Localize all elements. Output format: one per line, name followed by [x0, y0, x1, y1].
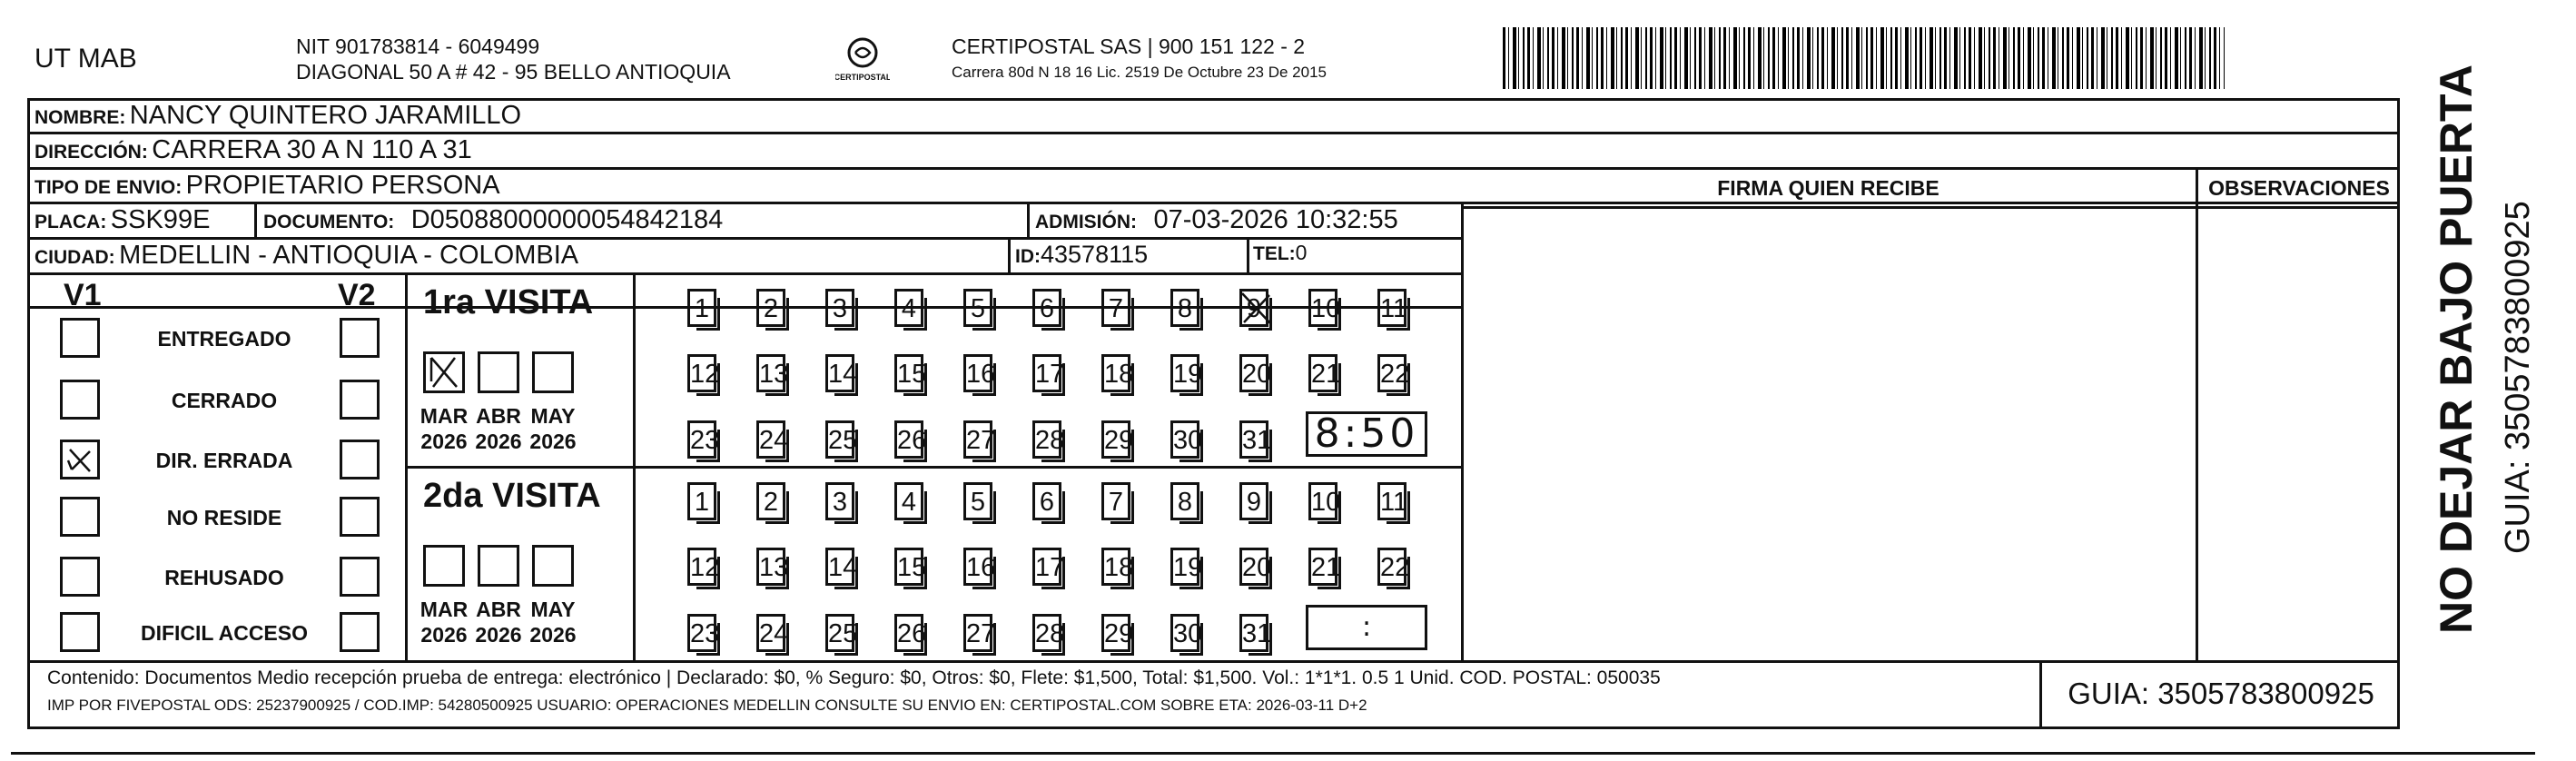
- tel-cell: [1253, 241, 1307, 265]
- status-reason-label: CERRADO: [171, 389, 278, 412]
- documento-value: D05088000000054842184: [410, 205, 724, 234]
- day-number: 24: [759, 426, 789, 455]
- day-number: 21: [1311, 553, 1341, 582]
- direccion-row: [35, 135, 472, 165]
- bottom-rule: [11, 752, 2535, 755]
- month-name: MAR: [419, 404, 469, 428]
- month-checkbox[interactable]: [478, 545, 519, 587]
- day-cell[interactable]: [1032, 420, 1065, 459]
- day-number: 5: [970, 294, 986, 323]
- id-cell: [1015, 241, 1148, 269]
- day-cell[interactable]: [894, 548, 927, 586]
- firma-header: FIRMA QUIEN RECIBE: [1717, 176, 1939, 200]
- status-reason-label: DIR. ERRADA: [155, 449, 293, 472]
- v1-checkbox[interactable]: [60, 497, 100, 537]
- day-cell[interactable]: [756, 614, 789, 652]
- certipostal-logo: [835, 33, 890, 87]
- id-value: 43578115: [1041, 241, 1149, 268]
- day-number: 17: [1035, 360, 1065, 389]
- day-cell[interactable]: [963, 614, 996, 652]
- month-name: ABR: [476, 598, 521, 621]
- day-number: 4: [901, 294, 917, 323]
- day-number: 25: [828, 619, 858, 648]
- month-label: [521, 403, 585, 454]
- day-cell[interactable]: [687, 548, 720, 586]
- day-cell[interactable]: [1377, 354, 1410, 392]
- day-cell[interactable]: [825, 420, 858, 459]
- day-cell[interactable]: [1101, 614, 1134, 652]
- month-year: 2026: [475, 623, 522, 647]
- day-number: 17: [1035, 553, 1065, 582]
- day-cell[interactable]: [963, 482, 992, 520]
- day-number: 10: [1311, 294, 1341, 323]
- day-number: 19: [1173, 553, 1203, 582]
- v1-checkbox[interactable]: [60, 318, 100, 358]
- day-number: 27: [966, 619, 996, 648]
- logo-emblem-icon: [835, 33, 890, 87]
- v1-checkbox[interactable]: [60, 380, 100, 420]
- day-cell[interactable]: [825, 614, 858, 652]
- month-label: [521, 597, 585, 647]
- month-name: MAY: [530, 404, 576, 428]
- month-name: ABR: [476, 404, 521, 428]
- day-cell[interactable]: [963, 289, 992, 327]
- day-cell[interactable]: [756, 482, 785, 520]
- day-number: 19: [1173, 360, 1203, 389]
- status-reason-label: DIFICIL ACCESO: [140, 621, 308, 645]
- barcode: [1503, 27, 2225, 89]
- day-number: 31: [1242, 619, 1272, 648]
- placa-label: PLACA:: [35, 212, 107, 232]
- day-number: 2: [763, 294, 779, 323]
- day-cell[interactable]: [1308, 354, 1341, 392]
- company-name: CERTIPOSTAL SAS | 900 151 122 - 2: [952, 35, 1306, 58]
- day-number: 21: [1311, 360, 1341, 389]
- v2-checkbox[interactable]: [340, 557, 380, 597]
- contenido-text: Contenido: Documentos Medio recepción prueba de entrega: electrónico | Declarado: $0, % Seguro: $0, Otros: $0, Flete: $1,500, Total: $1,500. Vol.: 1*1*1. 0.5 1 Unid. COD. POSTAL: 050035: [47, 667, 1661, 688]
- day-cell[interactable]: [1032, 614, 1065, 652]
- day-number: 8: [1177, 488, 1193, 517]
- day-cell[interactable]: [894, 420, 927, 459]
- day-number: 11: [1380, 294, 1408, 323]
- day-number: 30: [1173, 619, 1203, 648]
- day-cell[interactable]: [894, 482, 923, 520]
- day-number: 23: [690, 426, 720, 455]
- day-cross-mark-icon: [1239, 288, 1275, 339]
- day-number: 15: [897, 360, 927, 389]
- visit-title: 2da VISITA: [423, 477, 601, 515]
- v2-checkbox[interactable]: [340, 318, 380, 358]
- id-label: ID:: [1015, 246, 1041, 267]
- day-number: 16: [966, 553, 996, 582]
- v1-checkbox[interactable]: [60, 612, 100, 652]
- day-number: 24: [759, 619, 789, 648]
- day-cell[interactable]: [687, 354, 720, 392]
- day-cell[interactable]: [1101, 289, 1130, 327]
- documento-cell: [263, 205, 723, 235]
- day-number: 26: [897, 619, 927, 648]
- month-checkbox[interactable]: [478, 351, 519, 393]
- day-cell[interactable]: [756, 354, 789, 392]
- day-number: 14: [828, 360, 858, 389]
- day-cell[interactable]: [1377, 548, 1410, 586]
- placa-value: SSK99E: [110, 205, 211, 234]
- day-number: 5: [970, 488, 986, 517]
- day-number: 7: [1108, 488, 1124, 517]
- month-checkbox[interactable]: [423, 545, 465, 587]
- day-cell[interactable]: [1170, 354, 1203, 392]
- tel-value: 0: [1295, 241, 1308, 264]
- status-reason-label: NO RESIDE: [166, 506, 282, 529]
- day-number: 18: [1104, 360, 1134, 389]
- day-cell[interactable]: [963, 548, 996, 586]
- day-cell[interactable]: [1170, 548, 1203, 586]
- v2-checkbox[interactable]: [340, 440, 380, 479]
- documento-label: DOCUMENTO:: [263, 212, 395, 232]
- day-number: 11: [1380, 488, 1408, 517]
- day-cell[interactable]: [825, 354, 858, 392]
- sender-address: DIAGONAL 50 A # 42 - 95 BELLO ANTIOQUIA: [296, 60, 731, 84]
- v2-checkbox[interactable]: [340, 497, 380, 537]
- day-number: 6: [1039, 488, 1055, 517]
- admision-label: ADMISIÓN:: [1035, 212, 1137, 232]
- day-number: 13: [759, 360, 789, 389]
- day-number: 1: [694, 294, 710, 323]
- check-mark-icon: [426, 354, 462, 390]
- v2-checkbox[interactable]: [340, 612, 380, 652]
- logo-text: CERTIPOSTAL: [835, 73, 890, 82]
- day-cell[interactable]: [1170, 482, 1199, 520]
- day-number: 28: [1035, 619, 1065, 648]
- day-cell[interactable]: [756, 420, 789, 459]
- day-number: 27: [966, 426, 996, 455]
- side-guia: GUIA: 3505783800925: [2499, 201, 2537, 554]
- day-number: 9: [1246, 488, 1262, 517]
- day-cell[interactable]: [1170, 289, 1199, 327]
- day-cell[interactable]: [687, 289, 716, 327]
- imp-text: IMP POR FIVEPOSTAL ODS: 25237900925 / COD.IMP: 54280500925 USUARIO: OPERACIONES MEDELLIN CONSULTE SU ENVIO EN: CERTIPOSTAL.COM SOBRE ETA: 2026-03-11 D+2: [47, 697, 1367, 714]
- v1-checkbox[interactable]: [60, 557, 100, 597]
- ciudad-label: CIUDAD:: [35, 247, 115, 268]
- day-cell[interactable]: [1101, 354, 1134, 392]
- company-license: Carrera 80d N 18 16 Lic. 2519 De Octubre 23 De 2015: [952, 64, 1327, 81]
- day-cell[interactable]: [1239, 548, 1272, 586]
- tipo-value: PROPIETARIO PERSONA: [185, 171, 500, 200]
- day-number: 20: [1242, 360, 1272, 389]
- day-cell[interactable]: [1377, 289, 1406, 327]
- direccion-label: DIRECCIÓN:: [35, 142, 148, 163]
- placa-cell: [35, 205, 210, 235]
- day-cell[interactable]: [963, 354, 996, 392]
- day-cell[interactable]: [894, 614, 927, 652]
- day-number: 6: [1039, 294, 1055, 323]
- day-cell[interactable]: [1308, 289, 1341, 327]
- day-cell[interactable]: [1377, 482, 1406, 520]
- day-cell[interactable]: [894, 354, 927, 392]
- day-number: 15: [897, 553, 927, 582]
- nombre-row: [35, 101, 521, 131]
- day-cell[interactable]: [1170, 420, 1203, 459]
- day-number: 2: [763, 488, 779, 517]
- day-cell[interactable]: [1101, 548, 1134, 586]
- tel-label: TEL:: [1253, 243, 1296, 264]
- day-cell[interactable]: [1032, 289, 1061, 327]
- day-number: 8: [1177, 294, 1193, 323]
- visit-title: 1ra VISITA: [423, 283, 594, 321]
- day-cell[interactable]: [1308, 482, 1341, 520]
- day-number: 3: [832, 488, 848, 517]
- day-number: 26: [897, 426, 927, 455]
- day-number: 28: [1035, 426, 1065, 455]
- day-number: 25: [828, 426, 858, 455]
- day-number: 3: [832, 294, 848, 323]
- month-year: 2026: [420, 623, 468, 647]
- day-cell[interactable]: [1032, 354, 1065, 392]
- day-cell[interactable]: [825, 548, 858, 586]
- sender-name: UT MAB: [35, 44, 137, 74]
- check-mark-icon: [63, 442, 97, 477]
- day-number: 22: [1380, 553, 1410, 582]
- time-field[interactable]: :: [1306, 605, 1427, 650]
- observaciones-header: OBSERVACIONES: [2208, 176, 2390, 200]
- v2-checkbox[interactable]: [340, 380, 380, 420]
- day-number: 9: [1246, 294, 1262, 323]
- month-checkbox[interactable]: [532, 351, 574, 393]
- sender-nit: NIT 901783814 - 6049499: [296, 35, 540, 58]
- month-year: 2026: [529, 430, 577, 453]
- status-reason-label: REHUSADO: [164, 566, 284, 589]
- day-cell[interactable]: [1032, 548, 1065, 586]
- day-number: 1: [694, 488, 710, 517]
- day-number: 7: [1108, 294, 1124, 323]
- day-number: 30: [1173, 426, 1203, 455]
- day-cell[interactable]: [687, 420, 720, 459]
- day-cell[interactable]: [1239, 482, 1268, 520]
- day-number: 10: [1311, 488, 1341, 517]
- day-number: 29: [1104, 426, 1134, 455]
- day-cell[interactable]: [894, 289, 923, 327]
- day-cell[interactable]: [1239, 420, 1272, 459]
- day-number: 16: [966, 360, 996, 389]
- time-field[interactable]: 8:50: [1306, 411, 1427, 457]
- v1-label: V1: [64, 278, 102, 312]
- day-cell[interactable]: [756, 548, 789, 586]
- tipo-row: [35, 171, 500, 201]
- day-number: 31: [1242, 426, 1272, 455]
- day-cell[interactable]: [825, 289, 854, 327]
- day-cell[interactable]: [1239, 354, 1272, 392]
- day-number: 29: [1104, 619, 1134, 648]
- month-year: 2026: [529, 623, 577, 647]
- day-cell[interactable]: [1239, 614, 1272, 652]
- v2-label: V2: [338, 278, 376, 312]
- day-number: 14: [828, 553, 858, 582]
- month-checkbox[interactable]: [532, 545, 574, 587]
- direccion-value: CARRERA 30 A N 110 A 31: [152, 135, 472, 164]
- admision-cell: [1035, 205, 1398, 235]
- day-cell[interactable]: [1032, 482, 1061, 520]
- day-cell[interactable]: [687, 482, 716, 520]
- nombre-value: NANCY QUINTERO JARAMILLO: [129, 101, 522, 130]
- day-cell[interactable]: [1170, 614, 1203, 652]
- month-checkbox[interactable]: [423, 351, 465, 393]
- month-name: MAR: [419, 598, 469, 621]
- day-cell[interactable]: [756, 289, 785, 327]
- day-number: 20: [1242, 553, 1272, 582]
- day-cell[interactable]: [963, 420, 996, 459]
- day-cell[interactable]: [1101, 482, 1130, 520]
- tipo-label: TIPO DE ENVIO:: [35, 177, 183, 198]
- footer-guia: GUIA: 3505783800925: [2068, 677, 2374, 710]
- day-number: 23: [690, 619, 720, 648]
- month-name: MAY: [530, 598, 576, 621]
- day-cell[interactable]: [1101, 420, 1134, 459]
- day-number: 4: [901, 488, 917, 517]
- day-cell[interactable]: [687, 614, 720, 652]
- ciudad-cell: [35, 241, 578, 271]
- ciudad-value: MEDELLIN - ANTIOQUIA - COLOMBIA: [119, 241, 579, 270]
- admision-value: 07-03-2026 10:32:55: [1153, 205, 1398, 234]
- month-year: 2026: [475, 430, 522, 453]
- day-number: 12: [690, 360, 720, 389]
- day-number: 12: [690, 553, 720, 582]
- day-cell[interactable]: [825, 482, 854, 520]
- nombre-label: NOMBRE:: [35, 107, 126, 128]
- side-warning: NO DEJAR BAJO PUERTA: [2431, 64, 2482, 634]
- month-year: 2026: [420, 430, 468, 453]
- v1-checkbox[interactable]: [60, 440, 100, 479]
- status-reason-label: ENTREGADO: [157, 327, 291, 351]
- day-number: 18: [1104, 553, 1134, 582]
- day-cell[interactable]: [1239, 289, 1268, 327]
- day-number: 22: [1380, 360, 1410, 389]
- day-cell[interactable]: [1308, 548, 1341, 586]
- day-number: 13: [759, 553, 789, 582]
